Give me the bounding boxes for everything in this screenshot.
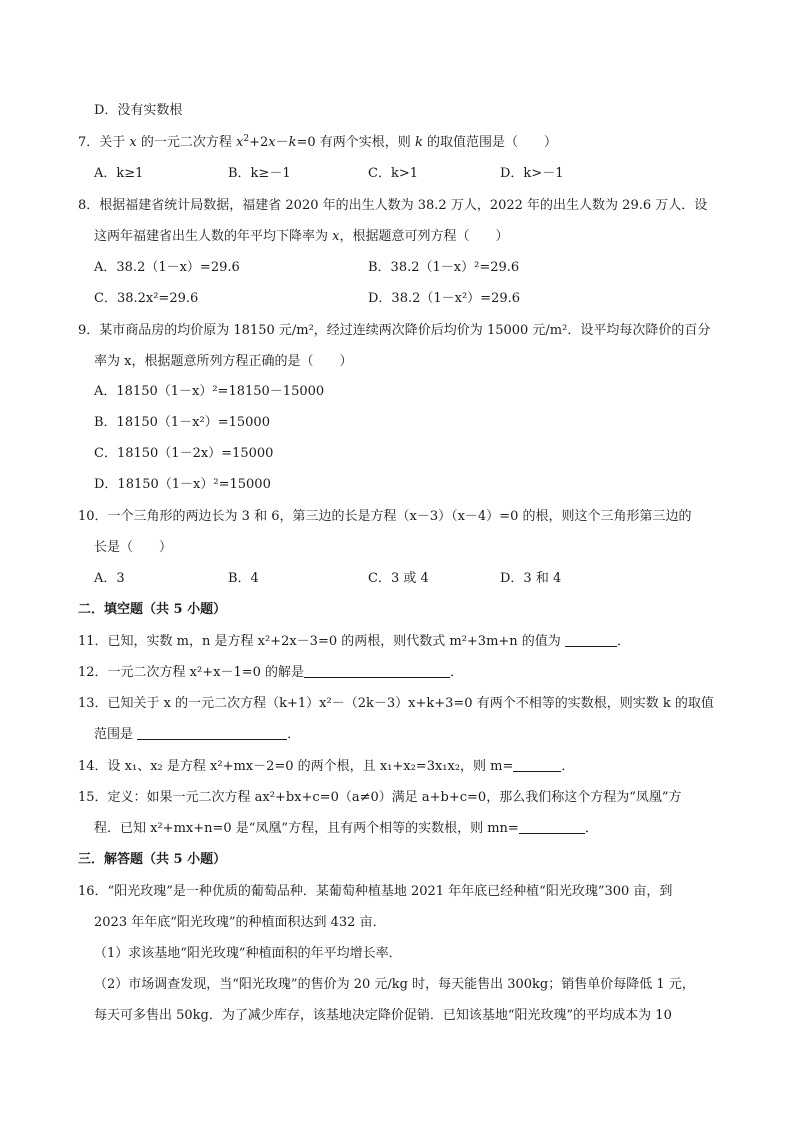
q8-stem-line1: 8．根据福建省统计局数据，福建省 2020 年的出生人数为 38.2 万人，2022 年的出生人数为 29.6 万人．设 xyxy=(78,198,708,213)
q14-stem: 14．设 x₁、x₂ 是方程 x²+mx－2=0 的两个根，且 x₁+x₂=3x₁x₂，则 m= ． xyxy=(78,759,575,774)
q12-stem: 12．一元二次方程 x²+x－1=0 的解是 ． xyxy=(78,665,464,680)
q10-option-d: D．3 和 4 xyxy=(500,571,562,586)
q11-stem: 11．已知，实数 m，n 是方程 x²+2x－3=0 的两根，则代数式 m²+3m+n 的值为 ． xyxy=(78,634,630,649)
q10-option-b: B．4 xyxy=(228,571,259,586)
q11-answer-blank[interactable] xyxy=(565,634,617,647)
q6-option-d: D．没有实数根 xyxy=(94,103,183,118)
q15-answer-blank[interactable] xyxy=(519,821,585,834)
q9-option-d: D．18150（1－x）²=15000 xyxy=(94,477,271,492)
q7-option-c: C．k>1 xyxy=(368,166,418,181)
q13-stem-line1: 13．已知关于 x 的一元二次方程（k+1）x²－（2k－3）x+k+3=0 有两个不相等的实数根，则实数 k 的取值 xyxy=(78,696,714,711)
q7-stem: 7．关于 x 的一元二次方程 $x^2+2x-k=0$ 有两个实根，则 k 的取值范围是（ ） xyxy=(78,134,557,150)
q7-option-b: B．k≥－1 xyxy=(228,166,291,181)
q8-option-d: D．38.2（1－x²）=29.6 xyxy=(368,291,521,306)
q12-answer-blank[interactable] xyxy=(304,665,450,678)
q8-stem-line2: 这两年福建省出生人数的年平均下降率为 x，根据题意可列方程（ ） xyxy=(94,229,509,244)
q8-option-c: C．38.2x²=29.6 xyxy=(94,291,199,306)
q16-part1: （1）求该基地“阳光玫瑰”种植面积的年平均增长率． xyxy=(94,946,402,961)
q10-option-a: A．3 xyxy=(94,571,125,586)
section-fill-in-title: 二．填空题（共 5 小题） xyxy=(78,602,227,617)
q15-stem-line1: 15．定义：如果一元二次方程 ax²+bx+c=0（a≠0）满足 a+b+c=0，那么我们称这个方程为“凤凰”方 xyxy=(78,790,682,805)
q10-stem-line1: 10．一个三角形的两边长为 3 和 6，第三边的长是方程（x－3）（x－4）=0 的根，则这个三角形第三边的 xyxy=(78,509,692,524)
q13-answer-blank[interactable] xyxy=(137,727,287,740)
q9-option-c: C．18150（1－2x）=15000 xyxy=(94,446,274,461)
q9-stem-line2: 率为 x，根据题意所列方程正确的是（ ） xyxy=(94,354,353,369)
q14-answer-blank[interactable] xyxy=(513,759,561,772)
q9-option-b: B．18150（1－x²）=15000 xyxy=(94,415,270,430)
section-answer-title: 三．解答题（共 5 小题） xyxy=(78,852,227,867)
q9-option-a: A．18150（1－x）²=18150－15000 xyxy=(94,384,325,399)
q16-part2: （2）市场调查发现，当“阳光玫瑰”的售价为 20 元/kg 时，每天能售出 300kg；销售单价每降低 1 元， xyxy=(94,977,695,992)
q16-stem-line1: 16．“阳光玫瑰”是一种优质的葡萄品种．某葡萄种植基地 2021 年年底已经种植“阳光玫瑰”300 亩，到 xyxy=(78,884,673,899)
q15-stem-line2: 程．已知 x²+mx+n=0 是“凤凰”方程，且有两个相等的实数根，则 mn= ． xyxy=(94,821,598,836)
q7-option-a: A．k≥1 xyxy=(94,166,144,181)
q16-part2-cont: 每天可多售出 50kg．为了减少库存，该基地决定降价促销．已知该基地“阳光玫瑰”的平均成本为 10 xyxy=(94,1008,672,1023)
q9-stem-line1: 9．某市商品房的均价原为 18150 元/m²，经过连续两次降价后均价为 15000 元/m²．设平均每次降价的百分 xyxy=(78,323,711,338)
q8-option-b: B．38.2（1－x）²=29.6 xyxy=(368,260,520,275)
q10-option-c: C．3 或 4 xyxy=(368,571,429,586)
q13-stem-line2: 范围是 ． xyxy=(94,727,301,742)
q10-stem-line2: 长是（ ） xyxy=(94,540,173,555)
q16-stem-line2: 2023 年年底“阳光玫瑰”的种植面积达到 432 亩． xyxy=(94,915,386,930)
q7-option-d: D．k>－1 xyxy=(500,166,564,181)
q8-option-a: A．38.2（1－x）=29.6 xyxy=(94,260,240,275)
